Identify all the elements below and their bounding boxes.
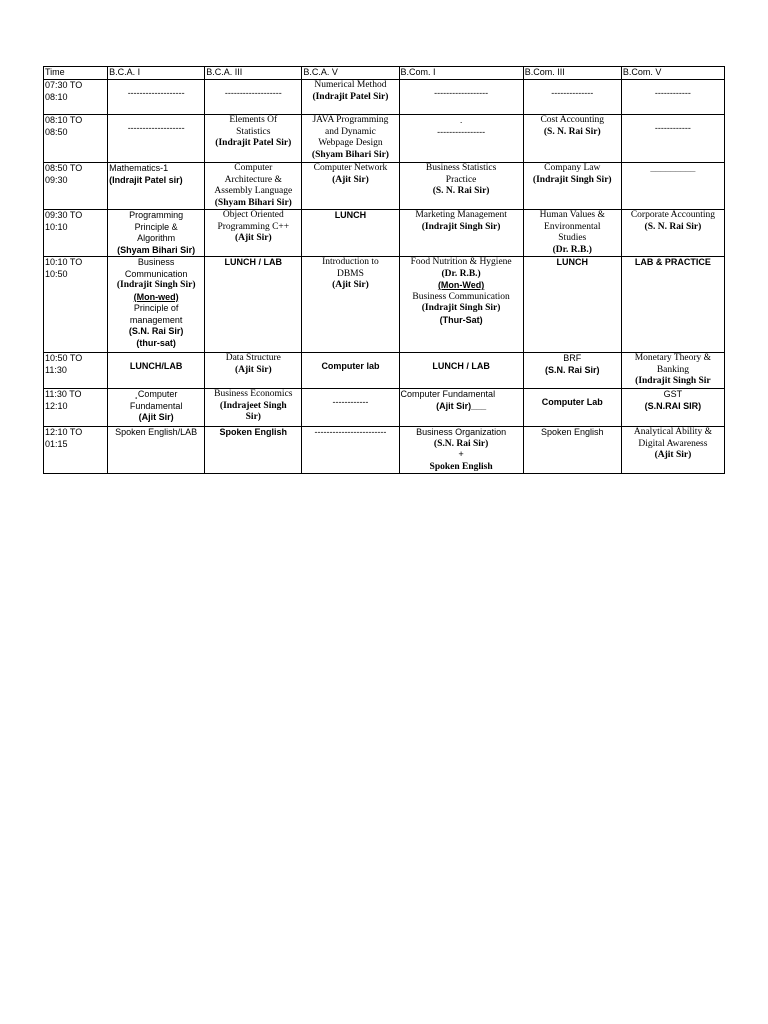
time-slot xyxy=(44,389,108,427)
time-slot-line: 10:10 xyxy=(45,221,68,232)
class-cell-line: _________ xyxy=(650,163,696,173)
class-cell-line: (Mon-wed) xyxy=(133,291,179,302)
timetable-row xyxy=(44,427,725,474)
class-cell xyxy=(621,389,724,427)
class-cell-line: (Dr. R.B.) xyxy=(552,244,592,255)
class-cell-line: Computer lab xyxy=(321,361,380,371)
class-cell xyxy=(399,80,523,115)
time-slot-line: 12:10 TO xyxy=(45,427,83,437)
class-cell-line: (thur-sat) xyxy=(136,337,176,348)
class-cell xyxy=(621,115,724,163)
class-cell xyxy=(399,163,523,210)
class-cell-line: (Indrajit Singh Sir) xyxy=(421,303,501,313)
time-slot xyxy=(44,115,108,163)
class-cell-line: Fundamental xyxy=(129,400,183,411)
class-cell-line: . xyxy=(459,115,463,125)
time-slot-line: 08:50 xyxy=(45,126,68,137)
class-cell-line: ---------------- xyxy=(437,126,486,137)
header-bca-5: B.C.A. V xyxy=(302,67,399,80)
class-cell xyxy=(302,389,399,427)
time-slot-line: 11:30 xyxy=(45,364,67,375)
class-cell xyxy=(108,389,205,427)
class-cell-line: (Ajit Sir)___ xyxy=(436,400,487,411)
class-cell-line: Algorithm xyxy=(137,233,176,243)
class-cell xyxy=(523,257,621,353)
class-cell-line: (Shyam Bihari Sir) xyxy=(214,197,292,208)
class-cell xyxy=(108,80,205,115)
class-cell xyxy=(523,210,621,257)
class-cell-line: (S.N. Rai Sir) xyxy=(433,438,489,449)
class-cell xyxy=(302,80,399,115)
class-cell-line: ------------------- xyxy=(224,88,282,98)
class-cell xyxy=(523,353,621,389)
class-cell-line: (Dr. R.B.) xyxy=(441,268,481,279)
class-cell xyxy=(205,427,302,474)
time-slot-line: 08:10 xyxy=(45,91,68,102)
class-cell-line: Banking xyxy=(656,364,690,375)
timetable-row xyxy=(44,353,725,389)
time-slot xyxy=(44,163,108,210)
class-cell-line: (Ajit Sir) xyxy=(234,364,272,375)
class-cell-line: Statistics xyxy=(236,126,271,137)
class-cell-line: Computer Lab xyxy=(541,397,603,407)
time-slot xyxy=(44,353,108,389)
class-cell xyxy=(205,353,302,389)
header-bca-3: B.C.A. III xyxy=(205,67,302,80)
class-cell-line: (S. N. Rai Sir) xyxy=(644,221,702,232)
class-cell xyxy=(205,210,302,257)
class-cell-line: (S.N.RAI SIR) xyxy=(644,400,702,411)
time-slot-line: 09:30 TO xyxy=(45,210,83,220)
class-cell xyxy=(108,163,205,210)
class-cell-line: (Indrajit Singh Sir) xyxy=(532,174,612,185)
class-cell-line: (Indrajit Patel sir) xyxy=(109,174,183,185)
class-cell xyxy=(108,210,205,257)
class-cell-line: Environmental xyxy=(544,221,601,232)
class-cell-line: ------------------------ xyxy=(314,427,387,437)
class-cell xyxy=(205,115,302,163)
class-cell xyxy=(302,257,399,353)
class-cell-line: (Ajit Sir) xyxy=(654,450,692,460)
class-cell xyxy=(523,163,621,210)
class-cell-line: Food Nutrition & Hygiene xyxy=(410,257,512,267)
class-cell-line: (Indrajeet Singh xyxy=(219,400,287,411)
class-cell-line: LUNCH / LAB xyxy=(432,361,490,371)
class-cell-line: Computer xyxy=(234,163,273,173)
class-cell-line: (Indrajit Patel Sir) xyxy=(215,138,292,148)
class-cell-line: JAVA Programming xyxy=(312,115,389,125)
class-cell xyxy=(108,353,205,389)
class-cell-line: ------------ xyxy=(332,397,369,407)
time-slot-line: 01:15 xyxy=(45,438,68,449)
timetable-row xyxy=(44,210,725,257)
time-slot-line: 10:50 xyxy=(45,268,68,279)
class-cell xyxy=(205,257,302,353)
class-cell-line: Marketing Management xyxy=(415,210,507,220)
time-slot-line: 08:10 TO xyxy=(45,115,83,125)
class-cell xyxy=(108,427,205,474)
header-bcom-3: B.Com. III xyxy=(523,67,621,80)
class-cell-line: (Thur-Sat) xyxy=(439,314,483,325)
class-cell-line: LAB & PRACTICE xyxy=(634,257,711,267)
class-cell-line: GST xyxy=(663,389,683,399)
class-cell-line: (S. N. Rai Sir) xyxy=(543,126,601,137)
class-cell-line: (Indrajit Patel Sir) xyxy=(312,91,389,102)
class-cell-line: and Dynamic xyxy=(324,126,376,137)
time-slot-line: 10:10 TO xyxy=(45,257,83,267)
class-cell-line: ------------------- xyxy=(127,123,185,133)
class-cell-line: Practice xyxy=(445,174,477,185)
class-cell xyxy=(621,163,724,210)
class-cell-line: ------------ xyxy=(654,123,691,133)
time-slot xyxy=(44,80,108,115)
class-cell-line: (Shyam Bihari Sir) xyxy=(311,149,389,160)
class-cell xyxy=(523,80,621,115)
class-cell-line: ¸Computer xyxy=(134,389,178,399)
class-cell xyxy=(205,80,302,115)
timetable-row xyxy=(44,80,725,115)
class-cell-line: (S. N. Rai Sir) xyxy=(432,186,490,196)
class-cell-line: ------------------ xyxy=(434,88,489,98)
class-cell-line: LUNCH xyxy=(556,257,588,267)
class-cell-line: Object Oriented xyxy=(222,210,284,220)
class-cell xyxy=(302,353,399,389)
class-cell-line: Sir) xyxy=(245,412,261,422)
timetable-row xyxy=(44,163,725,210)
timetable xyxy=(43,66,725,474)
class-cell-line: Business Organization xyxy=(416,427,507,437)
class-cell-line: Computer Fundamental xyxy=(400,389,496,399)
class-cell xyxy=(399,210,523,257)
class-cell-line: Assembly Language xyxy=(214,186,293,196)
class-cell-line: (Indrajit Singh Sir xyxy=(635,376,711,386)
class-cell xyxy=(621,427,724,474)
class-cell-line: Digital Awareness xyxy=(638,438,708,449)
class-cell-line: Analytical Ability & xyxy=(633,427,712,437)
class-cell-line: Company Law xyxy=(544,163,601,173)
class-cell-line: LUNCH xyxy=(334,210,367,220)
class-cell xyxy=(399,389,523,427)
class-cell-line: Spoken English/LAB xyxy=(115,427,198,437)
class-cell xyxy=(399,115,523,163)
class-cell-line: Spoken English xyxy=(219,427,288,437)
class-cell xyxy=(399,427,523,474)
class-cell-line: DBMS xyxy=(336,268,364,279)
class-cell xyxy=(302,210,399,257)
time-slot-line: 11:30 TO xyxy=(45,389,82,399)
class-cell-line: LUNCH/LAB xyxy=(129,361,183,371)
class-cell-line: Webpage Design xyxy=(318,138,383,148)
class-cell-line: Studies xyxy=(558,233,587,243)
class-cell xyxy=(523,389,621,427)
class-cell xyxy=(302,115,399,163)
header-bcom-5: B.Com. V xyxy=(621,67,724,80)
timetable-row xyxy=(44,389,725,427)
class-cell-line: + xyxy=(458,450,464,460)
class-cell xyxy=(302,163,399,210)
class-cell xyxy=(523,115,621,163)
class-cell-line: management xyxy=(129,314,183,325)
class-cell-line: BRF xyxy=(563,353,582,363)
class-cell-line: Programming xyxy=(129,210,184,220)
class-cell-line: (Indrajit Singh Sir) xyxy=(116,280,196,290)
class-cell-line: Business Statistics xyxy=(425,163,497,173)
class-cell-line: Communication xyxy=(124,268,188,279)
class-cell-line: Architecture & xyxy=(224,174,282,185)
header-row xyxy=(44,67,725,80)
class-cell-line: (Shyam Bihari Sir) xyxy=(117,244,196,255)
class-cell-line: (S.N. Rai Sir) xyxy=(128,326,184,336)
time-slot-line: 07:30 TO xyxy=(45,80,83,90)
class-cell-line: (Indrajit Singh Sir) xyxy=(421,221,501,232)
class-cell-line: Business Economics xyxy=(214,389,293,399)
header-bcom-1: B.Com. I xyxy=(399,67,523,80)
class-cell-line: Spoken English xyxy=(429,461,493,472)
class-cell-line: (Mon-Wed) xyxy=(437,280,485,290)
class-cell-line: Principle & xyxy=(134,221,178,232)
time-slot-line: 08:50 TO xyxy=(45,163,83,173)
timetable-row xyxy=(44,257,725,353)
class-cell-line: (Ajit Sir) xyxy=(138,412,174,422)
class-cell xyxy=(621,80,724,115)
time-slot xyxy=(44,257,108,353)
class-cell-line: Corporate Accounting xyxy=(630,210,715,220)
header-time: Time xyxy=(44,67,108,80)
class-cell-line: Human Values & xyxy=(539,210,605,220)
time-slot xyxy=(44,427,108,474)
class-cell-line: ------------------- xyxy=(127,88,185,98)
time-slot-line: 10:50 TO xyxy=(45,353,83,363)
class-cell-line: (Ajit Sir) xyxy=(332,280,369,290)
header-bca-1: B.C.A. I xyxy=(108,67,205,80)
class-cell xyxy=(205,163,302,210)
class-cell xyxy=(399,257,523,353)
class-cell xyxy=(621,353,724,389)
class-cell-line: Computer Network xyxy=(313,163,388,173)
class-cell xyxy=(523,427,621,474)
class-cell xyxy=(108,257,205,353)
time-slot-line: 12:10 xyxy=(45,400,68,411)
class-cell-line: Elements Of xyxy=(229,115,278,125)
class-cell-line: -------------- xyxy=(551,88,594,98)
class-cell-line: ------------ xyxy=(654,88,691,98)
class-cell-line: Mathematics-1 xyxy=(109,163,169,173)
class-cell xyxy=(399,353,523,389)
class-cell-line: LUNCH / LAB xyxy=(224,257,283,267)
class-cell-line: Programming C++ xyxy=(217,221,290,232)
class-cell-line: Principle of xyxy=(133,303,179,313)
class-cell xyxy=(621,257,724,353)
class-cell-line: Numerical Method xyxy=(314,80,387,90)
class-cell xyxy=(108,115,205,163)
class-cell-line: Business Communication xyxy=(412,291,510,302)
class-cell-line: Monetary Theory & xyxy=(634,353,712,363)
time-slot-line: 09:30 xyxy=(45,174,68,185)
timetable-row xyxy=(44,115,725,163)
time-slot xyxy=(44,210,108,257)
class-cell-line: Business xyxy=(137,257,175,267)
class-cell-line: (Ajit Sir) xyxy=(332,174,369,185)
class-cell-line: (Ajit Sir) xyxy=(234,233,272,243)
class-cell xyxy=(302,427,399,474)
class-cell-line: (S.N. Rai Sir) xyxy=(545,364,600,375)
class-cell xyxy=(621,210,724,257)
class-cell-line: Spoken English xyxy=(540,427,604,437)
class-cell xyxy=(205,389,302,427)
class-cell-line: Introduction to xyxy=(322,257,379,267)
class-cell-line: Cost Accounting xyxy=(540,115,605,125)
class-cell-line: Data Structure xyxy=(225,353,281,363)
